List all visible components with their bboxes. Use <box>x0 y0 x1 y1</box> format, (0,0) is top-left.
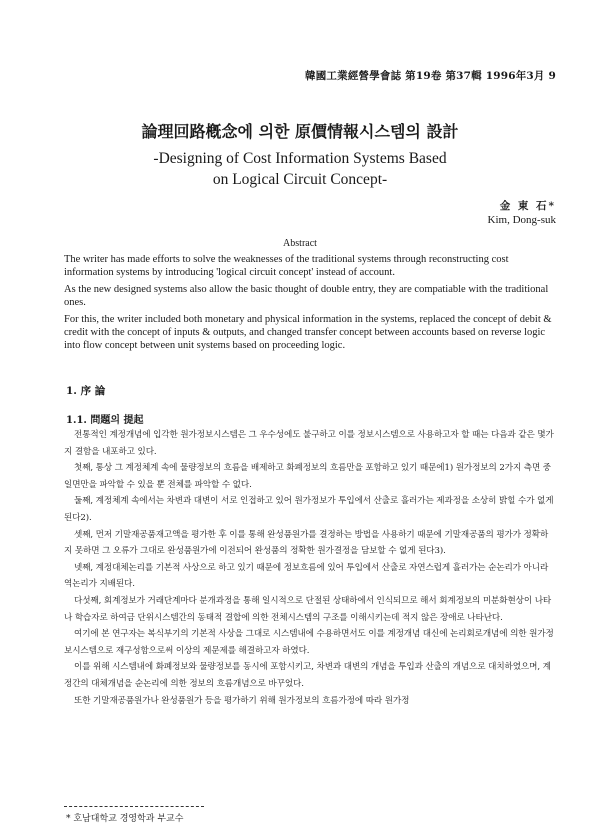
title-english-line2: on Logical Circuit Concept- <box>212 171 388 188</box>
footnote-rule <box>64 806 204 807</box>
abstract-heading: Abstract <box>283 238 317 249</box>
author-korean: 金 東 石* <box>499 200 556 212</box>
footnote: * 호남대학교 경영학과 부교수 <box>66 814 184 824</box>
subsection-heading: 1.1. 問題의 提起 <box>66 415 144 426</box>
body-paragraph: 또한 기말재공품원가나 완성품원가 등을 평가하기 위해 원가정보의 흐름가정에 따라 원가정 <box>74 695 410 706</box>
abstract-body <box>64 253 554 356</box>
body-paragraph: 다섯째, 회계정보가 거래단계마다 분개과정을 통해 일시적으로 단절된 상태하에서 인식되므로 해서 회계정보의 미분화현상이 나타나 학습자로 하여금 단위시스템간의 동태적 결합에 의한 전체시스템의 구조를 이해시키는데 적지 않은 장애로 나타난다. <box>64 595 552 623</box>
body-text <box>64 427 554 709</box>
author-block <box>488 199 556 227</box>
body-paragraph: 셋째, 먼저 기말재공품재고액을 평가한 후 이를 통해 완성품원가를 결정하는 방법을 사용하기 때문에 기말재공품의 평가가 정확하지 못하면 그 오류가 그대로 완성품원가에 이전되어 완성품의 정확한 원가결정을 담보할 수 없게 된다3). <box>64 529 549 557</box>
title-korean: 論理回路槪念에 의한 原價情報시스템의 設計 <box>141 122 459 141</box>
abstract-paragraph: As the new designed systems also allow the basic thought of double entry, they are compatiable with the traditional ones. <box>64 283 549 309</box>
author-english: Kim, Dong-suk <box>487 214 556 226</box>
body-paragraph: 전통적인 계정개념에 입각한 원가정보시스템은 그 우수성에도 불구하고 이를 정보시스템으로 사용하고자 할 때는 다음과 같은 몇가지 결함을 내포하고 있다. <box>64 430 554 457</box>
title-english-line1: -Designing of Cost Information Systems Based <box>153 150 447 167</box>
body-paragraph: 둘째, 계정체계 속에서는 차변과 대변이 서로 인접하고 있어 원가정보가 투입에서 산출로 흘러가는 제과정을 소상히 밝힐 수가 없게 된다2). <box>64 496 554 523</box>
section-heading: 1. 序 論 <box>66 385 106 397</box>
body-paragraph: 이를 위해 시스템내에 화폐정보와 물량정보를 동시에 포함시키고, 차변과 대변의 개념을 투입과 산출의 개념으로 대치하였으며, 계정간의 대체개념을 순논리에 의한 정보의 흐름개념으로 바꾸었다. <box>64 662 551 689</box>
running-head: 韓國工業經營學會誌 第19卷 第37輯 1996年3月 9 <box>305 70 556 82</box>
body-paragraph: 넷째, 계정대체논리를 기본적 사상으로 하고 있기 때문에 정보흐름에 있어 투입에서 산출로 자연스럽게 흘러가는 순논리가 아니라 역논리가 지배된다. <box>64 562 549 590</box>
abstract-paragraph: For this, the writer included both monetary and physical information in the systems, replaced the concept of debit & credit with the concept of inputs & outputs, and changed transfer concept between accounts based on reverse logic into flow concept between unit systems based on proceeding logic. <box>64 313 552 352</box>
body-paragraph: 첫째, 통상 그 계정체계 속에 물량정보의 흐름을 배제하고 화폐정보의 흐름만을 포함하고 있기 때문에1) 원가정보의 2가지 측면 중 일면만을 파악할 수 있을 뿐 전체를 파악할 수 없다. <box>64 463 552 490</box>
body-paragraph: 여기에 본 연구자는 복식부기의 기본적 사상을 그대로 시스템내에 수용하면서도 이를 계정개념 대신에 논리회로개념에 의한 원가정보시스템으로 재구성함으로써 이상의 제문제를 해결하고자 하였다. <box>64 629 554 656</box>
title-block <box>60 119 540 190</box>
abstract-paragraph: The writer has made efforts to solve the weaknesses of the traditional systems through reconstructing cost information systems by introducing 'logical circuit concept' instead of account. <box>64 254 509 279</box>
